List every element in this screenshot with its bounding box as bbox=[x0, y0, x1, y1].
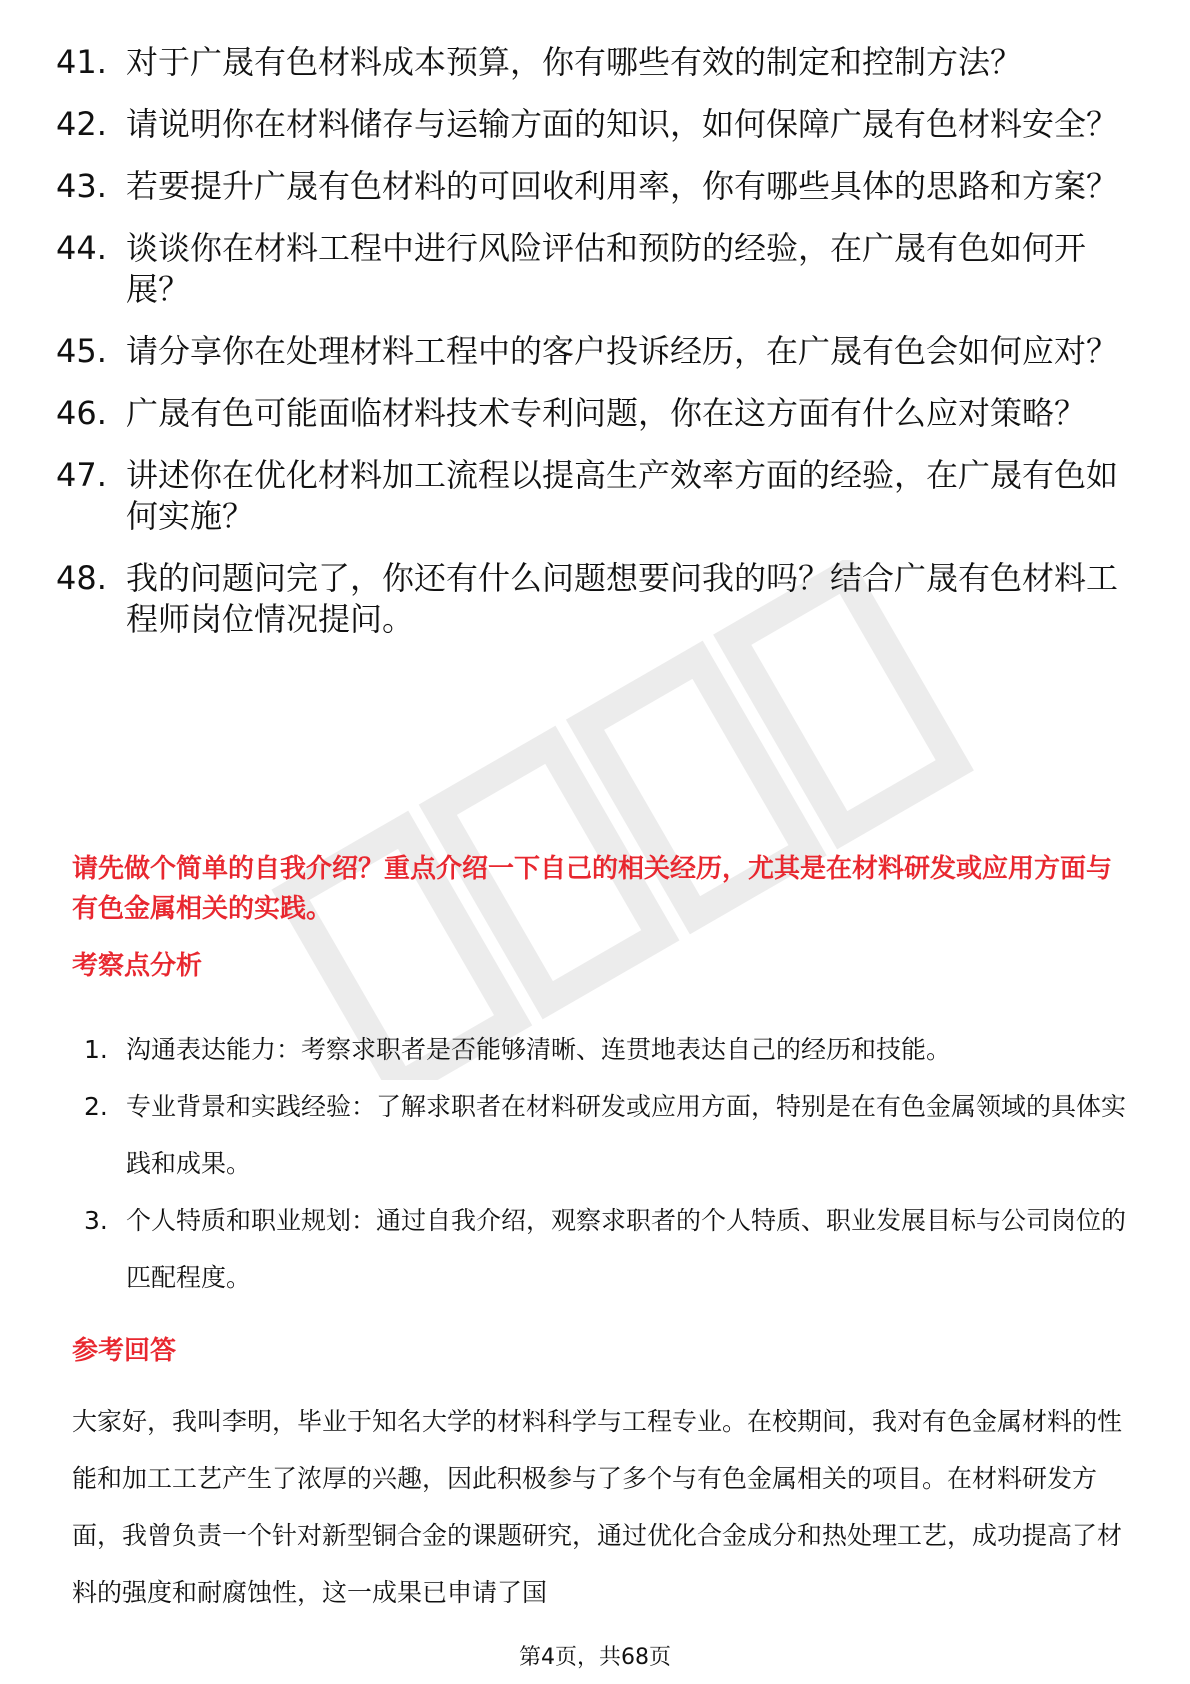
question-text: 请分享你在处理材料工程中的客户投诉经历，在广晟有色会如何应对？ bbox=[126, 332, 1119, 370]
main-question: 请先做个简单的自我介绍？重点介绍一下自己的相关经历，尤其是在材料研发或应用方面与有色金属相关的实践。 bbox=[72, 854, 1113, 924]
question-item bbox=[56, 42, 1146, 83]
analysis-item bbox=[84, 1021, 1134, 1078]
question-item bbox=[56, 228, 1146, 310]
analysis-item bbox=[84, 1192, 1134, 1306]
question-item bbox=[56, 558, 1146, 640]
question-item bbox=[56, 104, 1146, 145]
question-item bbox=[56, 331, 1146, 372]
question-item bbox=[56, 455, 1146, 537]
question-text: 对于广晟有色材料成本预算，你有哪些有效的制定和控制方法？ bbox=[126, 43, 1023, 81]
question-number: 43. bbox=[56, 167, 107, 205]
analysis-text: 沟通表达能力：考察求职者是否能够清晰、连贯地表达自己的经历和技能。 bbox=[126, 1035, 952, 1064]
question-text: 请说明你在材料储存与运输方面的知识，如何保障广晟有色材料安全？ bbox=[126, 105, 1119, 143]
analysis-item bbox=[84, 1078, 1134, 1192]
analysis-number: 2. bbox=[84, 1092, 108, 1121]
question-text: 广晟有色可能面临材料技术专利问题，你在这方面有什么应对策略？ bbox=[126, 394, 1087, 432]
page-footer: 第4页，共68页 bbox=[519, 1645, 671, 1670]
question-number: 42. bbox=[56, 105, 107, 143]
question-text: 谈谈你在材料工程中进行风险评估和预防的经验，在广晟有色如何开展？ bbox=[126, 229, 1087, 308]
question-number: 44. bbox=[56, 229, 107, 267]
question-text: 我的问题问完了，你还有什么问题想要问我的吗？结合广晟有色材料工程师岗位情况提问。 bbox=[126, 559, 1119, 638]
analysis-number: 3. bbox=[84, 1206, 108, 1235]
question-item bbox=[56, 166, 1146, 207]
question-number: 41. bbox=[56, 43, 107, 81]
analysis-list bbox=[84, 1021, 1134, 1306]
analysis-heading: 考察点分析 bbox=[72, 951, 203, 981]
question-number: 46. bbox=[56, 394, 107, 432]
question-text: 讲述你在优化材料加工流程以提高生产效率方面的经验，在广晟有色如何实施？ bbox=[126, 456, 1119, 535]
question-text: 若要提升广晟有色材料的可回收利用率，你有哪些具体的思路和方案？ bbox=[126, 167, 1119, 205]
answer-heading: 参考回答 bbox=[72, 1336, 177, 1366]
analysis-text: 专业背景和实践经验：了解求职者在材料研发或应用方面，特别是在有色金属领域的具体实践和成果。 bbox=[126, 1092, 1127, 1178]
question-number: 48. bbox=[56, 559, 107, 597]
analysis-number: 1. bbox=[84, 1035, 108, 1064]
answer-paragraph: 大家好，我叫李明，毕业于知名大学的材料科学与工程专业。在校期间，我对有色金属材料的性能和加工工艺产生了浓厚的兴趣，因此积极参与了多个与有色金属相关的项目。在材料研发方面，我曾负责一个针对新型铜合金的课题研究，通过优化合金成分和热处理工艺，成功提高了材料的强度和耐腐蚀性，这一成果已申请了国 bbox=[72, 1407, 1123, 1607]
question-list bbox=[56, 42, 1146, 661]
question-number: 47. bbox=[56, 456, 107, 494]
question-number: 45. bbox=[56, 332, 107, 370]
question-item bbox=[56, 393, 1146, 434]
analysis-text: 个人特质和职业规划：通过自我介绍，观察求职者的个人特质、职业发展目标与公司岗位的匹配程度。 bbox=[126, 1206, 1127, 1292]
